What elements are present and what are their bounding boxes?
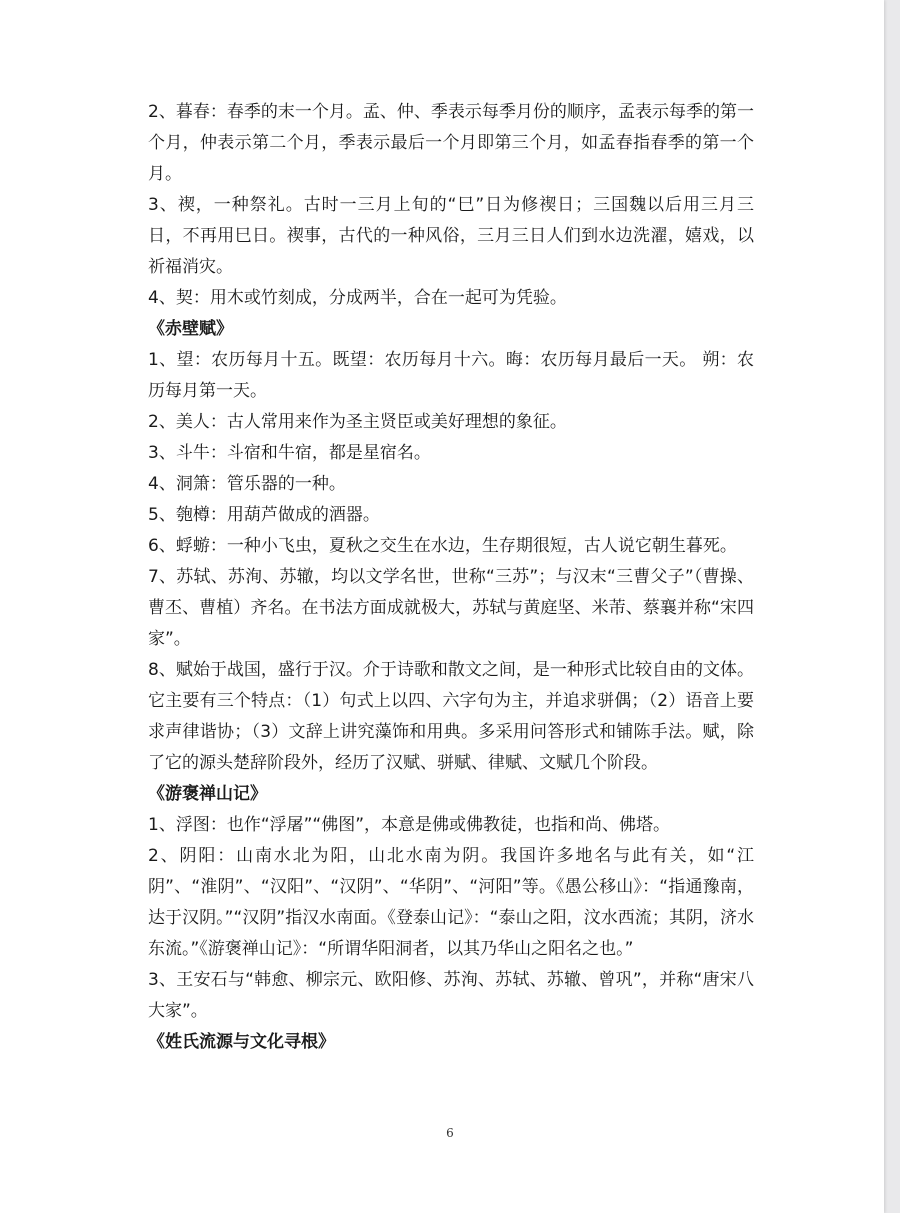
note-paragraph: 3、王安石与“韩愈、柳宗元、欧阳修、苏洵、苏轼、苏辙、曾巩”，并称“唐宋八大家”。 <box>148 970 754 1021</box>
note-paragraph: 2、美人：古人常用来作为圣主贤臣或美好理想的象征。 <box>148 412 567 432</box>
section-heading: 《赤壁赋》 <box>148 319 233 339</box>
note-paragraph: 4、洞箫：管乐器的一种。 <box>148 474 346 494</box>
section-heading: 《游褒禅山记》 <box>148 784 267 804</box>
note-paragraph: 3、禊，一种祭礼。古时一三月上旬的“巳”日为修禊日；三国魏以后用三月三日，不再用巳日。禊事，古代的一种风俗，三月三日人们到水边洗濯，嬉戏，以祈福消灾。 <box>148 195 754 277</box>
page-content <box>148 97 754 1058</box>
note-paragraph: 4、契：用木或竹刻成，分成两半，合在一起可为凭验。 <box>148 288 567 308</box>
note-paragraph: 2、暮春：春季的末一个月。孟、仲、季表示每季月份的顺序，孟表示每季的第一个月，仲表示第二个月，季表示最后一个月即第三个月，如孟春指春季的第一个月。 <box>148 102 754 184</box>
note-paragraph: 3、斗牛：斗宿和牛宿，都是星宿名。 <box>148 443 431 463</box>
note-paragraph: 5、匏樽：用葫芦做成的酒器。 <box>148 505 380 525</box>
note-paragraph: 2、阴阳：山南水北为阳，山北水南为阴。我国许多地名与此有关，如“江阴”、“淮阴”、“汉阳”、“汉阴”、“华阴”、“河阳”等。《愚公移山》：“指通豫南，达于汉阴。”“汉阴”指汉水南面。《登泰山记》：“泰山之阳，汶水西流；其阴，济水东流。”《游褒禅山记》：“所谓华阳洞者，以其乃华山之阳名之也。” <box>148 846 754 959</box>
page-number: 6 <box>446 1126 454 1140</box>
note-paragraph: 1、望：农历每月十五。既望：农历每月十六。晦：农历每月最后一天。 朔：农历每月第一天。 <box>148 350 754 401</box>
note-paragraph: 6、蜉蝣：一种小飞虫，夏秋之交生在水边，生存期很短，古人说它朝生暮死。 <box>148 536 737 556</box>
note-paragraph: 7、苏轼、苏洵、苏辙，均以文学名世，世称“三苏”；与汉末“三曹父子”（曹操、曹丕、曹植）齐名。在书法方面成就极大，苏轼与黄庭坚、米芾、蔡襄并称“宋四家”。 <box>148 567 754 649</box>
section-heading: 《姓氏流源与文化寻根》 <box>148 1032 335 1052</box>
note-paragraph: 8、赋始于战国，盛行于汉。介于诗歌和散文之间，是一种形式比较自由的文体。它主要有三个特点：（1）句式上以四、六字句为主，并追求骈偶；（2）语音上要求声律谐协；（3）文辞上讲究藻饰和用典。多采用问答形式和铺陈手法。赋，除了它的源头楚辞阶段外，经历了汉赋、骈赋、律赋、文赋几个阶段。 <box>148 660 754 773</box>
note-paragraph: 1、浮图：也作“浮屠”“佛图”，本意是佛或佛教徒，也指和尚、佛塔。 <box>148 815 671 835</box>
